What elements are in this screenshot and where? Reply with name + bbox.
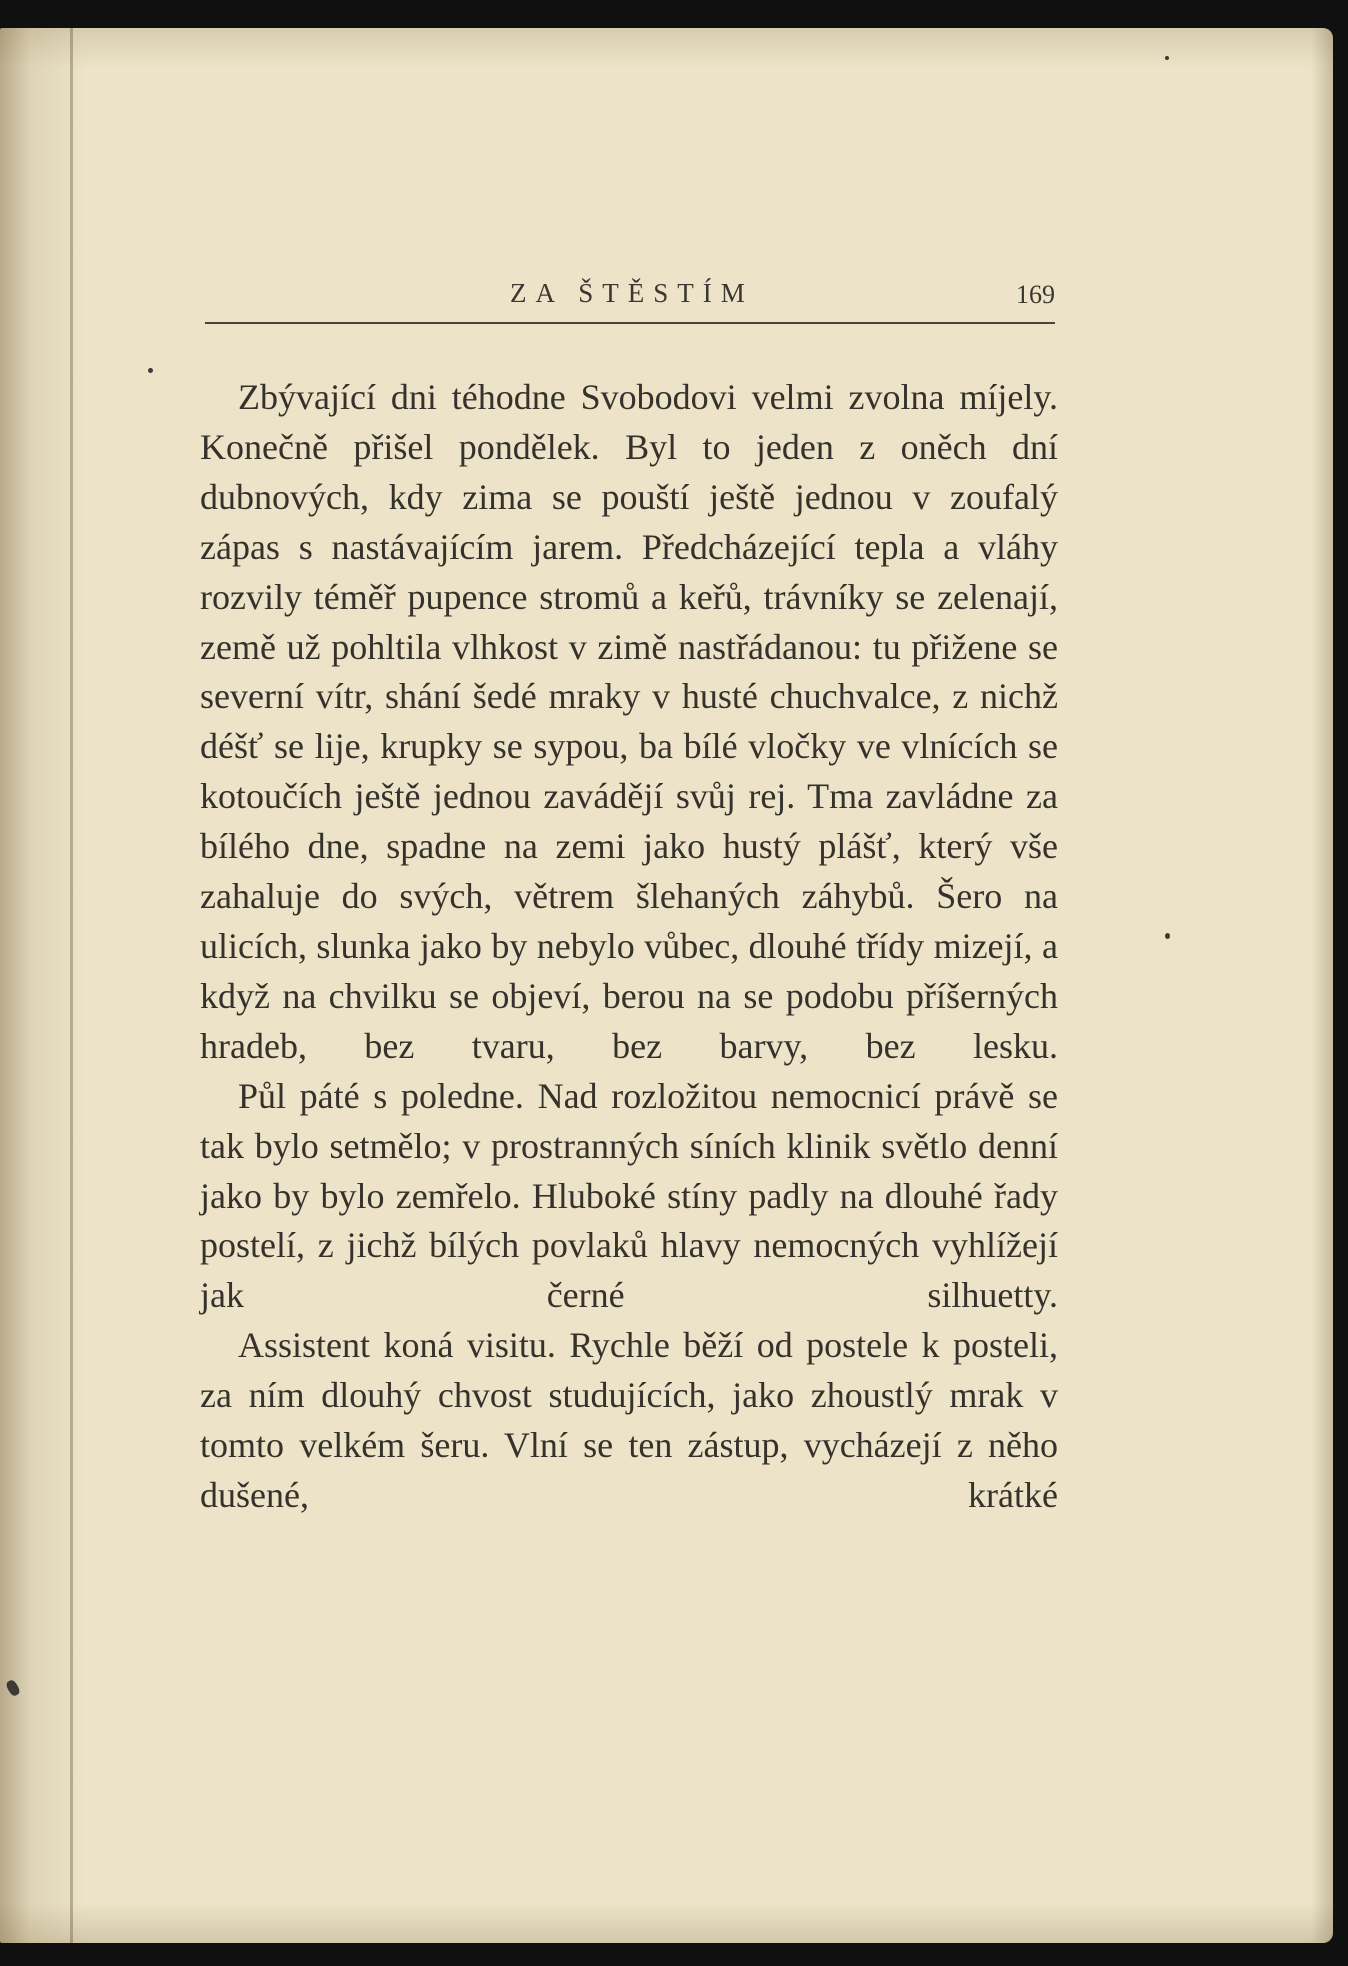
book-page — [0, 28, 1333, 1943]
ink-speck — [1165, 56, 1169, 60]
paragraph: Půl páté s poledne. Nad rozložitou nemocnicí právě se tak bylo setmělo; v prostranných síních klinik světlo denní jako by bylo zemřelo. Hluboké stíny padly na dlouhé řady postelí, z jichž bílých povlaků hlavy nemocných vyhlížejí jak černé silhuetty. — [200, 1075, 1058, 1316]
ink-speck — [1165, 933, 1170, 939]
paragraph: Assistent koná visitu. Rychle běží od postele k posteli, za ním dlouhý chvost studujících, jako zhoustlý mrak v tomto velkém šeru. Vlní se ten zástup, vycházejí z něho dušené, krátké — [200, 1325, 1058, 1515]
running-title: ZA ŠTĚSTÍM — [510, 278, 754, 308]
page-gutter — [70, 28, 73, 1943]
page-number: 169 — [1016, 280, 1055, 309]
paragraph: Zbývající dni téhodne Svobodovi velmi zvolna míjely. Konečně přišel pondělek. Byl to jeden z oněch dní dubnových, kdy zima se pouští ještě jednou v zoufalý zápas s nastávajícím jarem. Předcházející tepla a vláhy rozvily téměř pupence stromů a keřů, trávníky se zelenají, země už pohltila vlhkost v zimě nastřádanou: tu přižene se severní vítr, shání šedé mraky v husté chuchvalce, z nichž déšť se lije, krupky se sypou, ba bílé vločky ve vlnících se kotoučích ještě jednou zavádějí svůj rej. Tma zavládne za bílého dne, spadne na zemi jako hustý plášť, který vše zahaluje do svých, větrem šlehaných záhybů. Šero na ulicích, slunka jako by nebylo vůbec, dlouhé třídy mizejí, a když na chvilku se objeví, berou na se podobu příšerných hradeb, bez tvaru, bez barvy, bez lesku. — [200, 377, 1058, 1066]
ink-speck — [148, 368, 153, 373]
running-header — [205, 278, 1055, 324]
body-text — [200, 373, 1058, 1521]
ink-speck — [5, 1679, 22, 1698]
